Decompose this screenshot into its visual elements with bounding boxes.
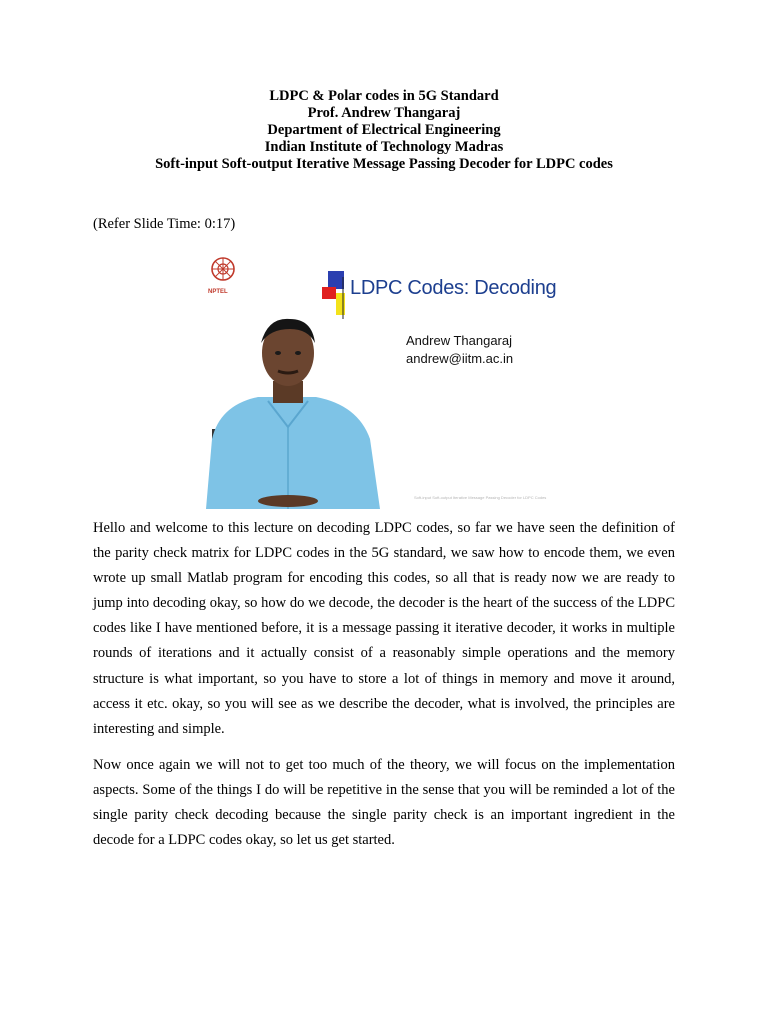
red-square xyxy=(322,287,336,299)
blue-square xyxy=(328,271,344,289)
professor-name: Prof. Andrew Thangaraj xyxy=(307,105,461,121)
lecture-subtitle: Soft-input Soft-output Iterative Message Passing Decoder for LDPC codes xyxy=(155,156,613,172)
course-title: LDPC & Polar codes in 5G Standard xyxy=(269,88,499,104)
institute-name: Indian Institute of Technology Madras xyxy=(264,139,504,155)
slide-title: LDPC Codes: Decoding xyxy=(350,277,557,299)
presenter-name: Andrew Thangaraj xyxy=(406,333,512,348)
refer-slide-time: (Refer Slide Time: 0:17) xyxy=(93,216,236,232)
slide-screenshot xyxy=(198,249,570,509)
department-name: Department of Electrical Engineering xyxy=(267,122,501,138)
slide-footer-text: Soft-input Soft-output Iterative Message Passing Decoder for LDPC Codes xyxy=(414,495,547,500)
nptel-logo-text: NPTEL xyxy=(208,289,228,295)
document-header xyxy=(60,88,708,173)
presenter-email: andrew@iitm.ac.in xyxy=(406,351,514,366)
lecture-transcript xyxy=(93,516,675,853)
presenter-photo xyxy=(198,309,388,509)
paragraph: Now once again we will not to get too much of the theory, we will focus on the implementation aspects. Some of the things I do will be repetitive in the sense that you will be reminded a lot of the single parity check decoding because the single parity check is an important ingredient in the decode for a LDPC codes okay, so let us get started. xyxy=(93,756,675,849)
paragraph: Hello and welcome to this lecture on decoding LDPC codes, so far we have seen the definition of the parity check matrix for LDPC codes in the 5G standard, we saw how to encode them, we even wrote up small Matlab program for encoding this codes, so all that is ready now we are ready to jump into decoding okay, so how do we decode, the decoder is the heart of the success of the LDPC codes like I have mentioned before, it is a message passing it iterative decoder, it works in multiple rounds of iterations and it actually consist of a reasonably simple operations and the memory structure is what important, so you have to store a lot of things in memory and move it around, access it etc. okay, so you will see as we describe the decoder, what is involved, the principles are interesting and simple. xyxy=(93,520,675,737)
